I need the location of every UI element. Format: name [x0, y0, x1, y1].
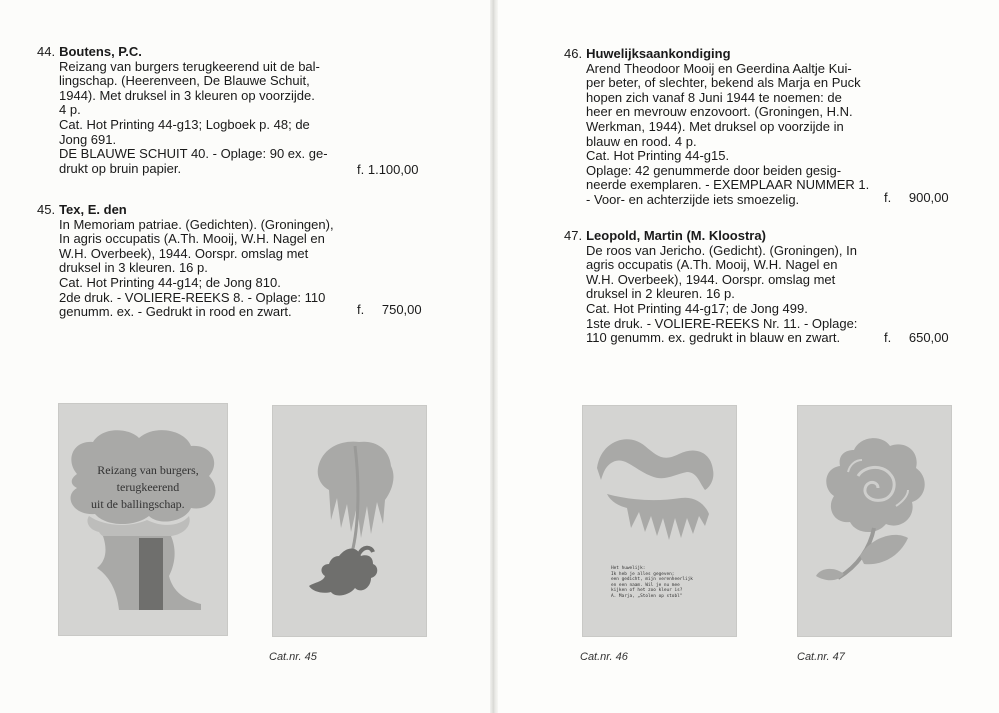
entry-line: 110 genumm. ex. gedrukt in blauw en zwart. [586, 330, 841, 346]
entry-line: Werkman, 1944). Met druksel op voorzijde in [586, 118, 844, 134]
entry-line: lingschap. (Heerenveen, De Blauwe Schuit, [59, 73, 310, 89]
caption-47: Cat.nr. 47 [797, 651, 845, 663]
price-45 [357, 302, 422, 317]
caption-46: Cat.nr. 46 [580, 651, 628, 663]
entry-line: W.H. Overbeek), 1944. Oorspr. omslag met [586, 271, 836, 287]
price-47 [884, 330, 949, 345]
entry-number: 45. [37, 202, 56, 217]
cover-title-line: Reizang van burgers, [97, 463, 199, 477]
catalog-entry-44 [37, 45, 425, 176]
poem-line: en een naam. Wil je nu mee [611, 582, 680, 588]
announcement-illustration [583, 406, 736, 636]
entry-line: blauw en rood. 4 p. [586, 133, 697, 149]
announcement-poem [611, 566, 693, 600]
entry-line: Cat. Hot Printing 44-g13; Logboek p. 48; de [59, 116, 310, 132]
poem-line: kijken of het zoo kleur is? [611, 588, 683, 594]
entry-line: neerde exemplaren. - EXEMPLAAR NUMMER 1. [586, 177, 870, 193]
entry-line: DE BLAUWE SCHUIT 40. - Oplage: 90 ex. ge- [59, 146, 328, 162]
entry-number: 47. [564, 228, 583, 243]
price-amount: 650,00 [908, 330, 949, 345]
price-currency: f. [884, 330, 892, 345]
entry-line: In Memoriam patriae. (Gedichten). (Groningen), [59, 216, 334, 232]
cover-illustration-44 [59, 404, 227, 635]
entry-line: druksel in 3 kleuren. 16 p. [59, 260, 208, 276]
price-currency: f. [884, 190, 892, 205]
entry-line: per beter, of slechter, bekend als Marja en Puck [586, 75, 861, 91]
entry-line: 4 p. [59, 102, 81, 118]
entry-line: genumm. ex. - Gedrukt in rood en zwart. [59, 304, 292, 320]
entry-line: Reizang van burgers terugkeerend uit de bal- [59, 58, 320, 74]
entry-line: Jong 691. [59, 131, 117, 147]
entry-number: 46. [564, 46, 583, 61]
poem-line: A. Marja, „Stolen op stobl" [611, 593, 683, 599]
cover-image-45 [272, 405, 427, 637]
poem-line: een gedicht, mijn verenheerlijk [611, 577, 693, 583]
price-currency: f. [357, 162, 365, 177]
book-gutter [490, 0, 498, 713]
cover-image-47 [797, 405, 952, 637]
entry-line: Oplage: 42 genummerde door beiden gesig- [586, 162, 842, 178]
willow-illustration [273, 406, 426, 636]
price-amount: 750,00 [381, 302, 422, 317]
entry-line: 1944). Met druksel in 3 kleuren op voorzijde. [59, 87, 315, 103]
entry-line: druksel in 2 kleuren. 16 p. [586, 286, 735, 302]
entry-line: Cat. Hot Printing 44-g15. [586, 148, 730, 164]
price-46 [884, 190, 949, 205]
catalog-entry-46 [564, 47, 954, 208]
catalog-entry-47 [564, 229, 954, 346]
entry-author: Huwelijksaankondiging [586, 46, 731, 61]
entry-line: drukt op bruin papier. [59, 160, 182, 176]
entry-number: 44. [37, 44, 56, 59]
entry-line: - Voor- en achterzijde iets smoezelig. [586, 191, 800, 207]
cover-image-44 [58, 403, 228, 636]
price-44 [357, 162, 418, 177]
entry-line: Cat. Hot Printing 44-g17; de Jong 499. [586, 300, 808, 316]
cover-title-line: uit de ballingschap. [91, 497, 185, 511]
entry-author: Boutens, P.C. [59, 44, 142, 59]
entry-line: Cat. Hot Printing 44-g14; de Jong 810. [59, 274, 281, 290]
price-amount: 900,00 [908, 190, 949, 205]
cover-title-text [83, 462, 213, 513]
price-currency: f. [357, 302, 365, 317]
entry-author: Tex, E. den [59, 202, 127, 217]
entry-line: heer en mevrouw enzovoort. (Groningen, H.N. [586, 104, 853, 120]
entry-line: agris occupatis (A.Th. Mooij, W.H. Nagel en [586, 257, 838, 273]
poem-line: Het huwelijk: [611, 566, 646, 571]
entry-line: 2de druk. - VOLIERE-REEKS 8. - Oplage: 110 [59, 289, 326, 305]
entry-line: De roos van Jericho. (Gedicht). (Groningen), In [586, 242, 857, 258]
cover-title-line: terugkeerend [116, 480, 180, 494]
entry-line: 1ste druk. - VOLIERE-REEKS Nr. 11. - Oplage: [586, 315, 858, 331]
entry-line: Arend Theodoor Mooij en Geerdina Aaltje Kui- [586, 60, 852, 76]
poem-line: Ik heb je alles gegeven; [611, 571, 675, 577]
price-amount: 1.100,00 [367, 162, 419, 177]
entry-line: W.H. Overbeek), 1944. Oorspr. omslag met [59, 245, 309, 261]
caption-45: Cat.nr. 45 [269, 651, 317, 663]
entry-author: Leopold, Martin (M. Kloostra) [586, 228, 766, 243]
rose-illustration [798, 406, 951, 636]
entry-line: hopen zich vanaf 8 Juni 1944 te noemen: de [586, 89, 842, 105]
entry-line: In agris occupatis (A.Th. Mooij, W.H. Nagel en [59, 231, 325, 247]
cover-image-46 [582, 405, 737, 637]
